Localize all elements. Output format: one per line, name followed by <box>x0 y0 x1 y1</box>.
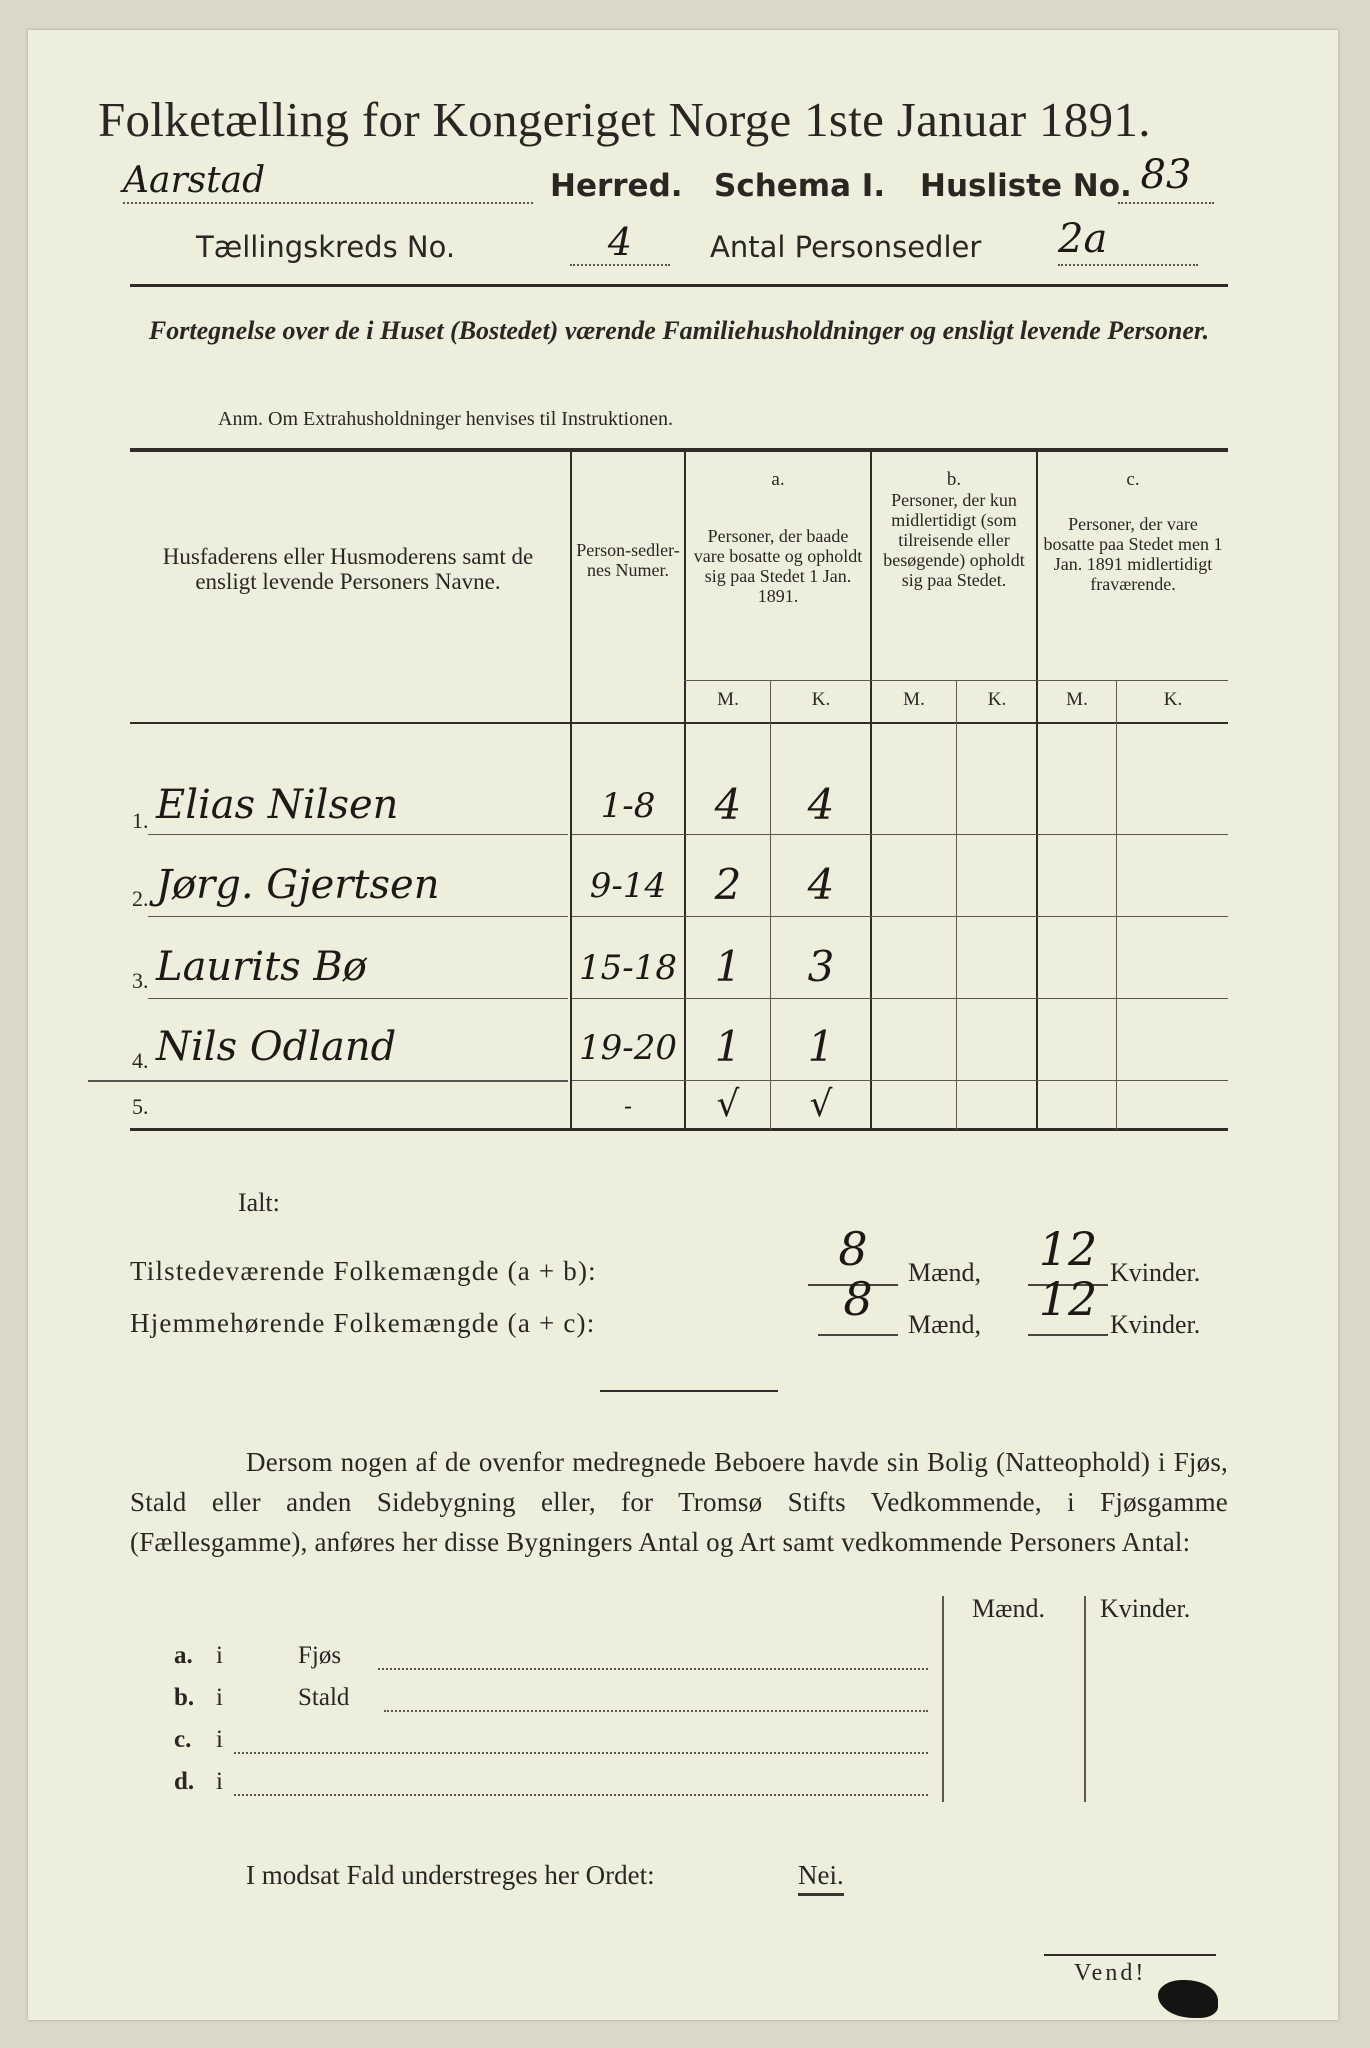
hjemme-kvinder-label: Kvinder. <box>1110 1310 1201 1339</box>
row-numer: 19-20 <box>578 1028 677 1068</box>
separator-rule <box>600 1390 778 1392</box>
col-b-k: K. <box>987 689 1007 710</box>
col-b-m: M. <box>903 689 925 710</box>
personsedler-label: Antal Personsedler <box>710 230 982 264</box>
row-numer: 1-8 <box>600 786 656 826</box>
buildings-col-kvinder: Kvinder. <box>1100 1594 1191 1623</box>
buildings-col-maend: Mænd. <box>972 1594 1045 1623</box>
building-row-dots <box>234 1794 928 1796</box>
row-name: Elias Nilsen <box>156 782 399 828</box>
header-rule <box>130 284 1228 287</box>
kreds-label: Tællingskreds No. <box>196 230 456 264</box>
hjemme-maend-label: Mænd, <box>908 1310 981 1339</box>
tilstede-maend-label: Mænd, <box>908 1258 981 1287</box>
col-header-c: Personer, der vare bosatte paa Stedet men 1 Jan. 1891 midlertidigt fraværende. <box>1043 514 1223 594</box>
row-number: 1. <box>132 808 149 833</box>
col-header-numer: Person-sedler-nes Numer. <box>576 540 680 580</box>
mk-rule <box>684 680 1228 681</box>
row-a-m: √ <box>716 1084 740 1125</box>
row-a-m: 4 <box>714 780 742 829</box>
vend-label: Vend! <box>1074 1960 1147 1986</box>
row-a-k: √ <box>809 1084 833 1125</box>
buildings-text: Dersom nogen af de ovenfor medregnede Beboere havde sin Bolig (Natteophold) i Fjøs, Stald eller anden Sidebygning eller, for Tromsø Stifts Vedkommende, i Fjøsgamme (Fællesgamme), anføres her disse Bygningers Antal og Art samt vedkommende Personers Antal: <box>130 1447 1228 1557</box>
husliste-label: Husliste No. <box>920 168 1132 204</box>
row-a-k: 4 <box>807 780 835 829</box>
building-row-letter: a. <box>174 1642 193 1669</box>
building-row-dots <box>378 1668 928 1670</box>
subcol-c <box>1116 680 1117 1130</box>
nei-text: I modsat Fald understreges her Ordet: <box>246 1860 655 1890</box>
nei-word: Nei. <box>798 1860 844 1896</box>
col-a-k: K. <box>811 689 831 710</box>
tilstede-label: Tilstedeværende Folkemængde (a + b): <box>130 1256 597 1286</box>
row-line <box>148 998 568 999</box>
anm-note: Anm. Om Extrahusholdninger henvises til Instruktionen. <box>218 408 673 430</box>
building-row-prep: i <box>216 1768 223 1795</box>
herred-label: Herred. <box>550 168 683 204</box>
col-header-names: Husfaderens eller Husmoderens samt de ensligt levende Personers Navne. <box>162 544 534 594</box>
row-a-m: 2 <box>714 860 742 909</box>
building-row-dots <box>234 1752 928 1754</box>
row-number: 5. <box>132 1094 149 1119</box>
row-a-k: 3 <box>807 942 835 991</box>
building-row-label: Stald <box>298 1684 350 1711</box>
intro-text: Fortegnelse over de i Huset (Bostedet) værende Familiehusholdninger og ensligt levende Personer. <box>148 316 1210 345</box>
row-a-m: 1 <box>714 1022 742 1071</box>
col-header-a-letter: a. <box>771 469 785 490</box>
row-numer: - <box>623 1092 633 1120</box>
table-header-rule <box>130 722 1228 724</box>
row-a-k: 1 <box>807 1022 835 1071</box>
tilstede-kvinder-label: Kvinder. <box>1110 1258 1201 1287</box>
row-numer: 15-18 <box>578 948 677 988</box>
row-name: Jørg. Gjertsen <box>156 862 440 908</box>
hjemme-maend-value: 8 <box>818 1272 898 1336</box>
building-row-letter: b. <box>174 1684 195 1711</box>
table-top-rule <box>130 448 1228 452</box>
building-row-label: Fjøs <box>298 1642 342 1669</box>
row-name: Nils Odland <box>156 1024 397 1070</box>
row-a-k: 4 <box>807 860 835 909</box>
hjemme-label: Hjemmehørende Folkemængde (a + c): <box>130 1308 596 1338</box>
row-name: Laurits Bø <box>156 944 367 990</box>
ink-blot <box>1158 1980 1218 2018</box>
row-line <box>572 998 1228 999</box>
row-line <box>88 1080 568 1082</box>
tilstede-kvinder-value: 12 <box>1028 1222 1108 1286</box>
col-header-c-letter: c. <box>1126 469 1140 490</box>
row-numer: 9-14 <box>589 866 667 906</box>
col-header-b-letter: b. <box>946 469 962 490</box>
col-header-a: Personer, der baade vare bosatte og opholdt sig paa Stedet 1 Jan. 1891. <box>693 526 863 606</box>
row-line <box>148 916 568 917</box>
vend-rule <box>1044 1954 1216 1956</box>
herred-value: Aarstad <box>123 160 533 204</box>
hjemme-kvinder-value: 12 <box>1028 1272 1108 1336</box>
form-title: Folketælling for Kongeriget Norge 1ste Januar 1891. <box>98 92 1151 147</box>
husliste-value: 83 <box>1118 152 1214 204</box>
row-line <box>148 834 568 835</box>
table-bottom-rule <box>130 1128 1228 1131</box>
col-c-m: M. <box>1066 689 1088 710</box>
row-number: 3. <box>132 968 149 993</box>
ialt-label: Ialt: <box>238 1188 280 1217</box>
row-line <box>572 1080 1228 1081</box>
subcol-a <box>770 680 771 1130</box>
schema-label: Schema I. <box>714 168 886 204</box>
building-row-dots <box>384 1710 928 1712</box>
building-row-prep: i <box>216 1642 223 1669</box>
census-form-sheet <box>28 30 1338 2020</box>
col-header-b: Personer, der kun midlertidigt (som tilreisende eller besøgende) opholdt sig paa Stedet. <box>883 490 1025 590</box>
buildings-divider-1 <box>942 1596 944 1802</box>
building-row-prep: i <box>216 1684 223 1711</box>
col-divider-3 <box>870 450 872 1130</box>
buildings-divider-2 <box>1084 1596 1086 1802</box>
building-row-letter: d. <box>174 1768 195 1795</box>
building-row-letter: c. <box>174 1726 192 1753</box>
col-c-k: K. <box>1163 689 1183 710</box>
col-a-m: M. <box>717 689 739 710</box>
row-line <box>572 916 1228 917</box>
kreds-value: 4 <box>570 220 670 266</box>
personsedler-value: 2a <box>1058 216 1198 266</box>
tilstede-maend-value: 8 <box>808 1222 898 1286</box>
subcol-b <box>956 680 957 1130</box>
row-number: 4. <box>132 1048 149 1073</box>
building-row-prep: i <box>216 1726 223 1753</box>
row-a-m: 1 <box>714 942 742 991</box>
row-number: 2. <box>132 886 149 911</box>
col-divider-4 <box>1036 450 1038 1130</box>
row-line <box>572 834 1228 835</box>
